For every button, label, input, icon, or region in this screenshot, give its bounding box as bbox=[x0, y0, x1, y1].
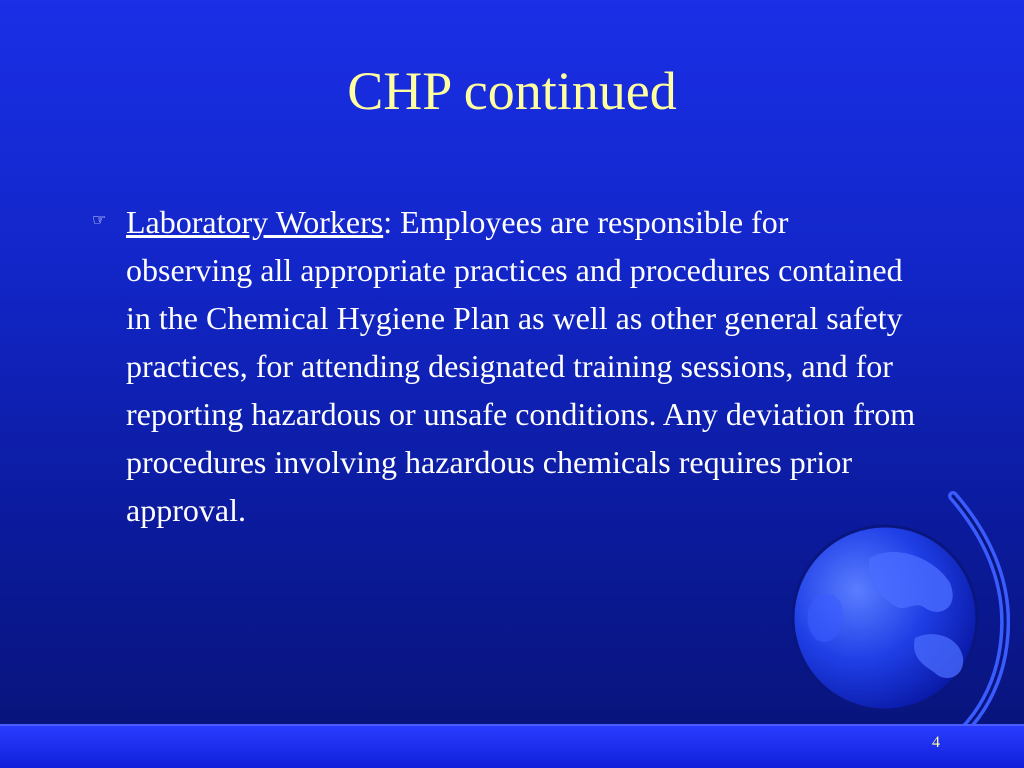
bullet-text: : Employees are responsible for observing all appropriate practices and procedures contained in the Chemical Hygiene Plan as well as other general safety practices, for attending designated training sessions, and for reporting hazardous or unsafe conditions. Any deviation from procedures involving hazardous chemicals requires prior approval. bbox=[126, 204, 916, 528]
slide-title: CHP continued bbox=[347, 61, 677, 121]
bullet-item bbox=[92, 198, 922, 534]
page-number: 4 bbox=[932, 734, 940, 751]
pointing-hand-icon: ☞ bbox=[92, 210, 107, 229]
bullet-term: Laboratory Workers bbox=[126, 204, 384, 240]
slide-content bbox=[92, 198, 922, 534]
footer-bar bbox=[0, 724, 1024, 768]
